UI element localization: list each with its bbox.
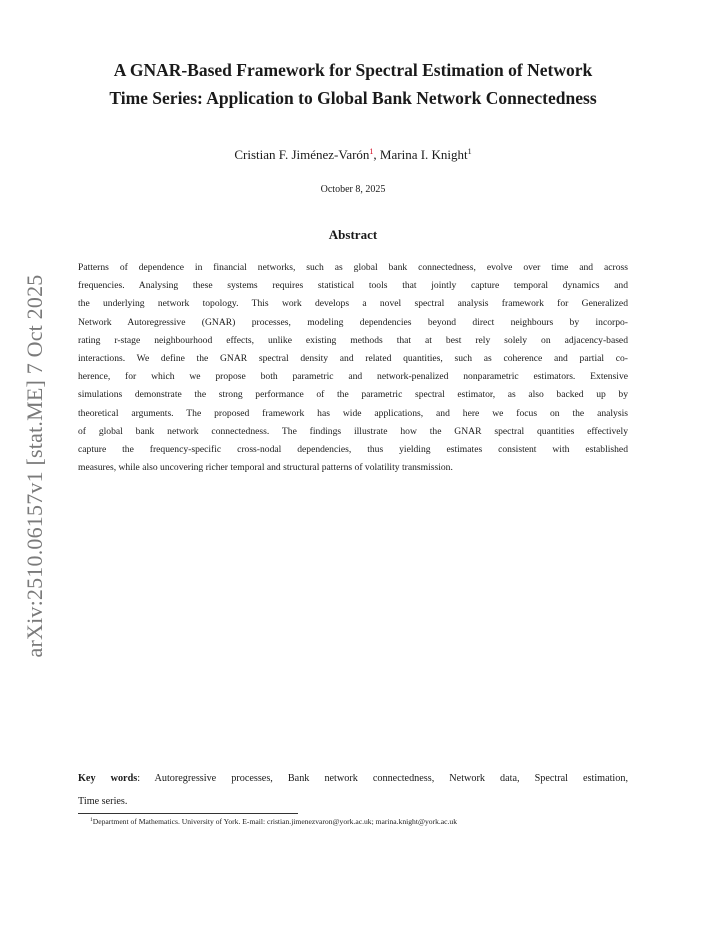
paper-title <box>60 56 646 112</box>
abstract-line: of global bank network connectedness. The findings illustrate how the GNAR spectral quantities effectively <box>78 425 628 437</box>
keywords-text: : Autoregressive processes, Bank network connectedness, Network data, Spectral estimation, <box>137 773 628 784</box>
paper-title-line-1: A GNAR-Based Framework for Spectral Estimation of Network <box>113 60 593 80</box>
abstract-line: Network Autoregressive (GNAR) processes, modeling dependencies beyond direct neighbours by incorpo- <box>78 316 628 328</box>
abstract-line: the underlying network topology. This work develops a novel spectral analysis framework for Generalized <box>78 298 628 310</box>
affiliation-mark: 1 <box>467 147 472 156</box>
abstract-line: frequencies. Analysing these systems requires statistical tools that jointly capture temporal dynamics and <box>78 280 628 292</box>
paper-title-line-2: Time Series: Application to Global Bank Network Connectedness <box>109 88 597 108</box>
abstract-line: interactions. We define the GNAR spectral density and related quantities, such as coherence and partial co- <box>78 352 628 364</box>
abstract-line: Patterns of dependence in financial networks, such as global bank connectedness, evolve over time and across <box>78 262 628 273</box>
author-separator: , <box>373 147 380 162</box>
keywords-line <box>78 767 628 790</box>
publication-date: October 8, 2025 <box>320 184 386 195</box>
keywords-line: Time series. <box>78 796 128 807</box>
abstract-line: rating r-stage neighbourhood effects, unlike existing methods that at best rely solely on adjacency-based <box>78 334 628 346</box>
abstract-line: capture the frequency-specific cross-nodal dependencies, thus yielding estimates consistent with established <box>78 443 628 455</box>
author-list <box>60 146 646 164</box>
abstract-line: simulations demonstrate the strong performance of the parametric spectral estimator, as also backed up by <box>78 389 628 401</box>
affiliation-link[interactable]: 1 <box>369 147 374 156</box>
abstract-heading: Abstract <box>328 227 378 242</box>
footnote-mark: 1 <box>90 817 93 823</box>
abstract-line: theoretical arguments. The proposed framework has wide applications, and here we focus on the analysis <box>78 407 628 419</box>
footnote-divider <box>78 813 298 814</box>
keywords-label: Key words <box>78 773 138 784</box>
keywords-section <box>78 767 628 813</box>
arxiv-identifier-text: arXiv:2510.06157v1 [stat.ME] 7 Oct 2025 <box>22 274 47 658</box>
footnote-text: Department of Mathematics. University of York. E-mail: cristian.jimenezvaron@york.ac.uk; marina.knight@york.ac.uk <box>92 817 458 826</box>
abstract-line: measures, while also uncovering richer temporal and structural patterns of volatility transmission. <box>78 462 453 474</box>
abstract-body <box>78 259 628 477</box>
author-name: Cristian F. Jiménez-Varón <box>234 147 370 162</box>
author-name: Marina I. Knight <box>379 147 468 162</box>
footnote <box>90 816 457 827</box>
abstract-line: herence, for which we propose both parametric and network-penalized nonparametric estimators. Extensive <box>78 371 628 383</box>
